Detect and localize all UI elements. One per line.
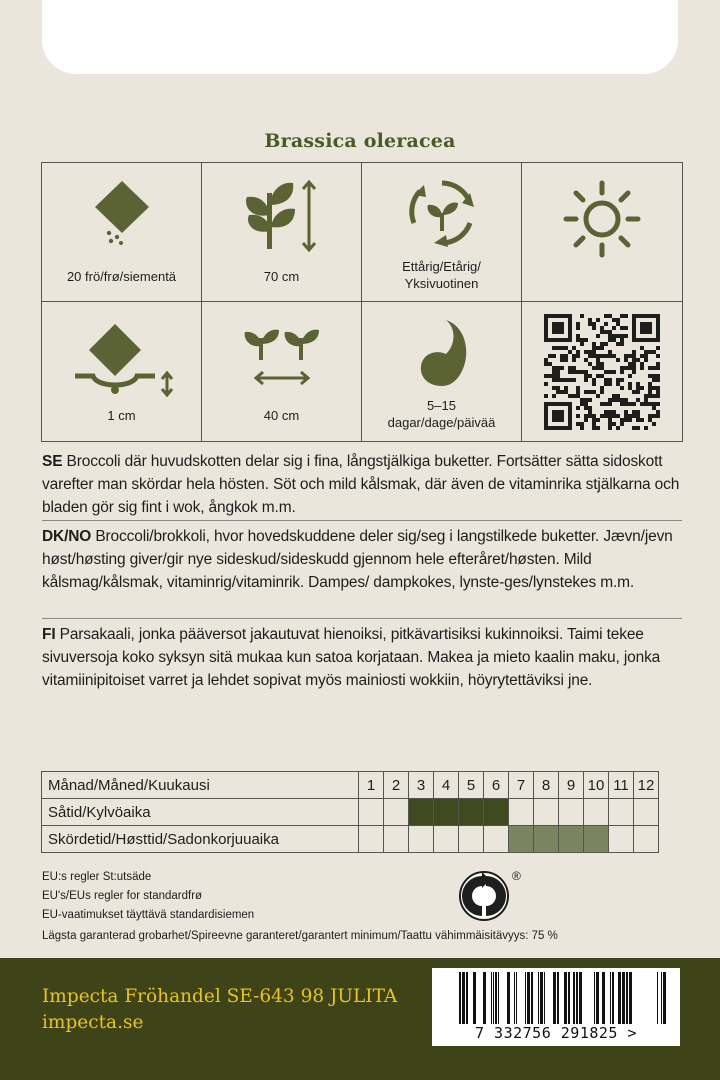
sowing-month-cell	[634, 799, 659, 826]
harvest-month-cell	[634, 826, 659, 853]
harvest-month-cell	[459, 826, 484, 853]
sowing-month-cell	[359, 799, 384, 826]
company-address: Impecta Fröhandel SE-643 98 JULITA	[42, 986, 398, 1007]
eu-rule-se: EU:s regler St:utsäde	[42, 871, 152, 883]
divider	[42, 618, 682, 619]
description-se	[42, 450, 682, 519]
spacing-cell	[202, 302, 362, 441]
sowing-month-cell	[559, 799, 584, 826]
sowing-month-cell	[434, 799, 459, 826]
harvest-month-cell	[609, 826, 634, 853]
latin-name: Brassica oleracea	[264, 130, 456, 152]
lifecycle-cell	[362, 163, 522, 302]
annual-cycle-icon	[406, 177, 478, 249]
sowing-month-cell	[509, 799, 534, 826]
month-9: 9	[559, 772, 584, 799]
sowing-month-cell	[459, 799, 484, 826]
spacing-label: 40 cm	[263, 408, 300, 423]
lifecycle-label-1: Ettårig/Etårig/	[402, 259, 481, 274]
height-cell	[202, 163, 362, 302]
barcode-number: 7 332756 291825 >	[474, 1024, 638, 1042]
sowing-row	[42, 799, 659, 826]
germinating-seed-icon	[412, 314, 472, 390]
description-fi	[42, 623, 682, 692]
hang-hole-cutout	[42, 0, 678, 74]
harvest-month-cell	[534, 826, 559, 853]
seeds-cell	[42, 163, 202, 302]
harvest-month-cell	[434, 826, 459, 853]
month-8: 8	[534, 772, 559, 799]
sun-cell	[522, 163, 682, 302]
month-11: 11	[609, 772, 634, 799]
sowing-depth-icon	[67, 318, 177, 398]
lang-code-se: SE	[42, 453, 63, 470]
month-4: 4	[434, 772, 459, 799]
qr-code-icon[interactable]	[544, 314, 660, 430]
germination-unit: dagar/dage/päivää	[387, 415, 496, 430]
depth-label: 1 cm	[107, 408, 136, 423]
qr-cell	[522, 302, 682, 441]
month-7: 7	[509, 772, 534, 799]
month-10: 10	[584, 772, 609, 799]
lang-code-fi: FI	[42, 626, 56, 643]
divider	[42, 520, 682, 521]
lifecycle-label-2: Yksivuotinen	[404, 276, 479, 291]
barcode-bars-icon	[432, 972, 680, 1028]
sowing-month-cell	[609, 799, 634, 826]
eu-rules	[42, 868, 254, 925]
month-2: 2	[384, 772, 409, 799]
eu-rule-dk-no: EU's/EUs regler for standardfrø	[42, 890, 203, 902]
sowing-month-cell	[384, 799, 409, 826]
green-dot-recycling-icon	[458, 866, 528, 926]
sowing-month-cell	[584, 799, 609, 826]
info-icon-grid	[41, 162, 683, 442]
ean-barcode	[432, 968, 680, 1046]
harvest-month-cell	[559, 826, 584, 853]
company-website[interactable]: impecta.se	[42, 1012, 144, 1033]
description-text-se: Broccoli där huvudskotten delar sig i fina, långstjälkiga buketter. Fortsätter sätta sidoskott varefter man skördar hela hösten. Söt och mild kålsmak, där även de vitaminrika stjälkarna och bladen gör sig fint i wok, ångkok m.m.	[42, 453, 680, 516]
description-text-dk-no: Broccoli/brokkoli, hvor hovedskuddene deler sig/seg i langstilkede buketter. Jævn/jevn høst/høsting giver/gir nye sideskud/sideskudd gjennom hele efteråret/høsten. Mild kålsmag/kålsmak, vitaminrig/vitaminrik. Dampes/ dampkokes, lynste-ges/lynstekes m.m.	[42, 528, 673, 591]
germination-cell	[362, 302, 522, 441]
harvest-month-cell	[484, 826, 509, 853]
month-5: 5	[459, 772, 484, 799]
full-sun-icon	[560, 177, 644, 261]
harvest-row-label: Skördetid/Høsttid/Sadonkorjuuaika	[42, 826, 359, 853]
month-3: 3	[409, 772, 434, 799]
harvest-month-cell	[509, 826, 534, 853]
depth-cell	[42, 302, 202, 441]
plant-height-icon	[237, 175, 327, 255]
sowing-month-cell	[409, 799, 434, 826]
registered-mark: ®	[512, 869, 521, 883]
description-text-fi: Parsakaali, jonka pääversot jakautuvat hienoiksi, pitkävartisiksi kukinnoiksi. Taimi tekee sivuversoja koko syksyn sitä mukaa kun satoa korjataan. Makea ja mieto kaalin maku, jonka vitamiinipitoiset varret ja lehdet sopivat myös mainiosti wokkiin, höyrytettäviksi jne.	[42, 626, 661, 689]
seed-packet-icon	[87, 177, 157, 247]
calendar-header-row	[42, 772, 659, 799]
month-12: 12	[634, 772, 659, 799]
harvest-month-cell	[384, 826, 409, 853]
eu-rule-fi: EU-vaatimukset täyttävä standardisiemen	[42, 909, 255, 921]
germination-days: 5–15	[427, 398, 456, 413]
sowing-calendar	[41, 771, 659, 853]
seeds-label: 20 frö/frø/siementä	[66, 269, 177, 284]
harvest-month-cell	[359, 826, 384, 853]
description-dk-no	[42, 525, 682, 594]
harvest-month-cell	[409, 826, 434, 853]
harvest-month-cell	[584, 826, 609, 853]
height-label: 70 cm	[263, 269, 300, 284]
sowing-row-label: Såtid/Kylvöaika	[42, 799, 359, 826]
germination-guarantee: Lägsta garanterad grobarhet/Spireevne garanteret/garantert minimum/Taattu vähimmäisitävyys: 75 %	[42, 930, 558, 942]
plant-spacing-icon	[237, 324, 327, 388]
month-1: 1	[359, 772, 384, 799]
harvest-row	[42, 826, 659, 853]
calendar-header-label: Månad/Måned/Kuukausi	[42, 772, 359, 799]
month-6: 6	[484, 772, 509, 799]
sowing-month-cell	[534, 799, 559, 826]
sowing-month-cell	[484, 799, 509, 826]
lang-code-dk-no: DK/NO	[42, 528, 92, 545]
